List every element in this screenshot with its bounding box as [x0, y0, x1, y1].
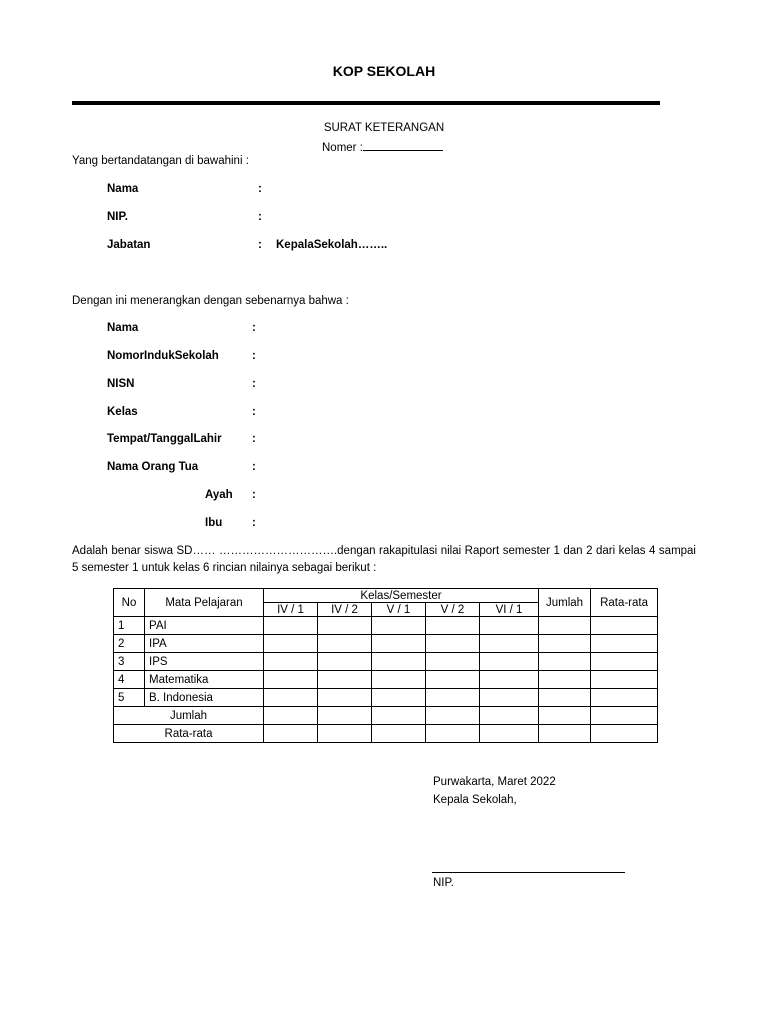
average-cell — [591, 725, 658, 743]
signatory-intro: Yang bertandatangan di bawahini : — [72, 155, 249, 167]
student-class-colon: : — [252, 406, 256, 418]
letterhead-divider — [72, 101, 660, 105]
table-row — [114, 653, 658, 671]
grade-cell — [426, 617, 480, 635]
student-father-label: Ayah — [205, 489, 233, 501]
average-cell — [591, 707, 658, 725]
grade-cell — [318, 725, 372, 743]
grade-cell — [480, 635, 539, 653]
student-mother-label: Ibu — [205, 517, 223, 529]
grade-cell — [480, 707, 539, 725]
student-nis-colon: : — [252, 350, 256, 362]
signature-line — [432, 872, 625, 873]
grade-cell — [426, 635, 480, 653]
grade-cell — [264, 725, 318, 743]
student-intro: Dengan ini menerangkan dengan sebenarnya bahwa : — [72, 295, 349, 307]
table-row — [114, 689, 658, 707]
document-number — [322, 140, 443, 154]
signatory-nip: NIP. — [433, 877, 454, 889]
statement-paragraph: Adalah benar siswa SD…… ………………………….dengan rakapitulasi nilai Raport semester 1 dan 2 dari kelas 4 sampai 5 semester 1 untuk kelas 6 rincian nilainya sebagai berikut : — [72, 545, 696, 574]
row-number: 3 — [114, 653, 145, 671]
total-cell — [539, 653, 591, 671]
col-header-semester: IV / 2 — [318, 603, 372, 617]
grade-cell — [426, 671, 480, 689]
grade-cell — [480, 653, 539, 671]
grade-cell — [480, 725, 539, 743]
document-number-blank — [363, 140, 443, 151]
row-subject: IPS — [145, 653, 264, 671]
grade-cell — [264, 635, 318, 653]
col-header-semester: V / 2 — [426, 603, 480, 617]
student-mother-colon: : — [252, 517, 256, 529]
col-header-total: Jumlah — [539, 589, 591, 617]
col-header-class-semester: Kelas/Semester — [264, 589, 539, 603]
student-birth-label: Tempat/TanggalLahir — [107, 433, 222, 445]
grade-cell — [318, 617, 372, 635]
row-subject: PAI — [145, 617, 264, 635]
grade-cell — [426, 653, 480, 671]
student-father-colon: : — [252, 489, 256, 501]
col-header-average: Rata-rata — [591, 589, 658, 617]
col-header-semester: IV / 1 — [264, 603, 318, 617]
grade-cell — [372, 689, 426, 707]
row-number: 2 — [114, 635, 145, 653]
grade-cell — [372, 725, 426, 743]
grade-cell — [264, 653, 318, 671]
table-row-total — [114, 707, 658, 725]
grade-cell — [264, 671, 318, 689]
average-cell — [591, 617, 658, 635]
grade-cell — [480, 671, 539, 689]
grade-cell — [318, 653, 372, 671]
total-cell — [539, 671, 591, 689]
table-row-average — [114, 725, 658, 743]
student-nisn-label: NISN — [107, 378, 135, 390]
signatory-name-label: Nama — [107, 183, 139, 195]
grade-cell — [318, 707, 372, 725]
signatory-nip-label: NIP. — [107, 211, 128, 223]
place-date: Purwakarta, Maret 2022 — [433, 776, 556, 788]
grade-cell — [426, 725, 480, 743]
student-nis-label: NomorIndukSekolah — [107, 350, 219, 362]
row-subject: B. Indonesia — [145, 689, 264, 707]
student-name-colon: : — [252, 322, 256, 334]
student-parents-label: Nama Orang Tua — [107, 461, 199, 473]
average-row-label: Rata-rata — [114, 725, 264, 743]
grade-cell — [372, 707, 426, 725]
document-title: SURAT KETERANGAN — [323, 122, 445, 134]
grade-cell — [426, 707, 480, 725]
grades-table — [113, 588, 658, 743]
student-birth-colon: : — [252, 433, 256, 445]
grade-cell — [480, 617, 539, 635]
grade-cell — [318, 635, 372, 653]
student-name-label: Nama — [107, 322, 139, 334]
student-nisn-colon: : — [252, 378, 256, 390]
grade-cell — [318, 671, 372, 689]
table-row — [114, 671, 658, 689]
table-row — [114, 635, 658, 653]
grade-cell — [318, 689, 372, 707]
col-header-no: No — [114, 589, 145, 617]
student-parents-colon: : — [252, 461, 256, 473]
total-cell — [539, 617, 591, 635]
row-subject: IPA — [145, 635, 264, 653]
grade-cell — [372, 635, 426, 653]
row-subject: Matematika — [145, 671, 264, 689]
document-number-label: Nomer : — [322, 142, 363, 154]
total-cell — [539, 635, 591, 653]
average-cell — [591, 653, 658, 671]
row-number: 4 — [114, 671, 145, 689]
grade-cell — [264, 689, 318, 707]
total-cell — [539, 689, 591, 707]
table-row — [114, 617, 658, 635]
signatory-name-colon: : — [258, 183, 262, 195]
total-cell — [539, 725, 591, 743]
row-number: 5 — [114, 689, 145, 707]
grade-cell — [372, 617, 426, 635]
signatory-position-value: KepalaSekolah…….. — [276, 239, 388, 251]
signatory-position: Kepala Sekolah, — [433, 794, 517, 806]
grade-cell — [372, 671, 426, 689]
average-cell — [591, 671, 658, 689]
grade-cell — [264, 617, 318, 635]
grade-cell — [426, 689, 480, 707]
average-cell — [591, 635, 658, 653]
signatory-position-colon: : — [258, 239, 262, 251]
col-header-subject: Mata Pelajaran — [145, 589, 264, 617]
total-cell — [539, 707, 591, 725]
col-header-semester: V / 1 — [372, 603, 426, 617]
grade-cell — [372, 653, 426, 671]
signatory-nip-colon: : — [258, 211, 262, 223]
grade-cell — [264, 707, 318, 725]
grade-cell — [480, 689, 539, 707]
total-row-label: Jumlah — [114, 707, 264, 725]
signatory-position-label: Jabatan — [107, 239, 151, 251]
average-cell — [591, 689, 658, 707]
letterhead-title: KOP SEKOLAH — [332, 63, 436, 79]
student-class-label: Kelas — [107, 406, 138, 418]
col-header-semester: VI / 1 — [480, 603, 539, 617]
row-number: 1 — [114, 617, 145, 635]
